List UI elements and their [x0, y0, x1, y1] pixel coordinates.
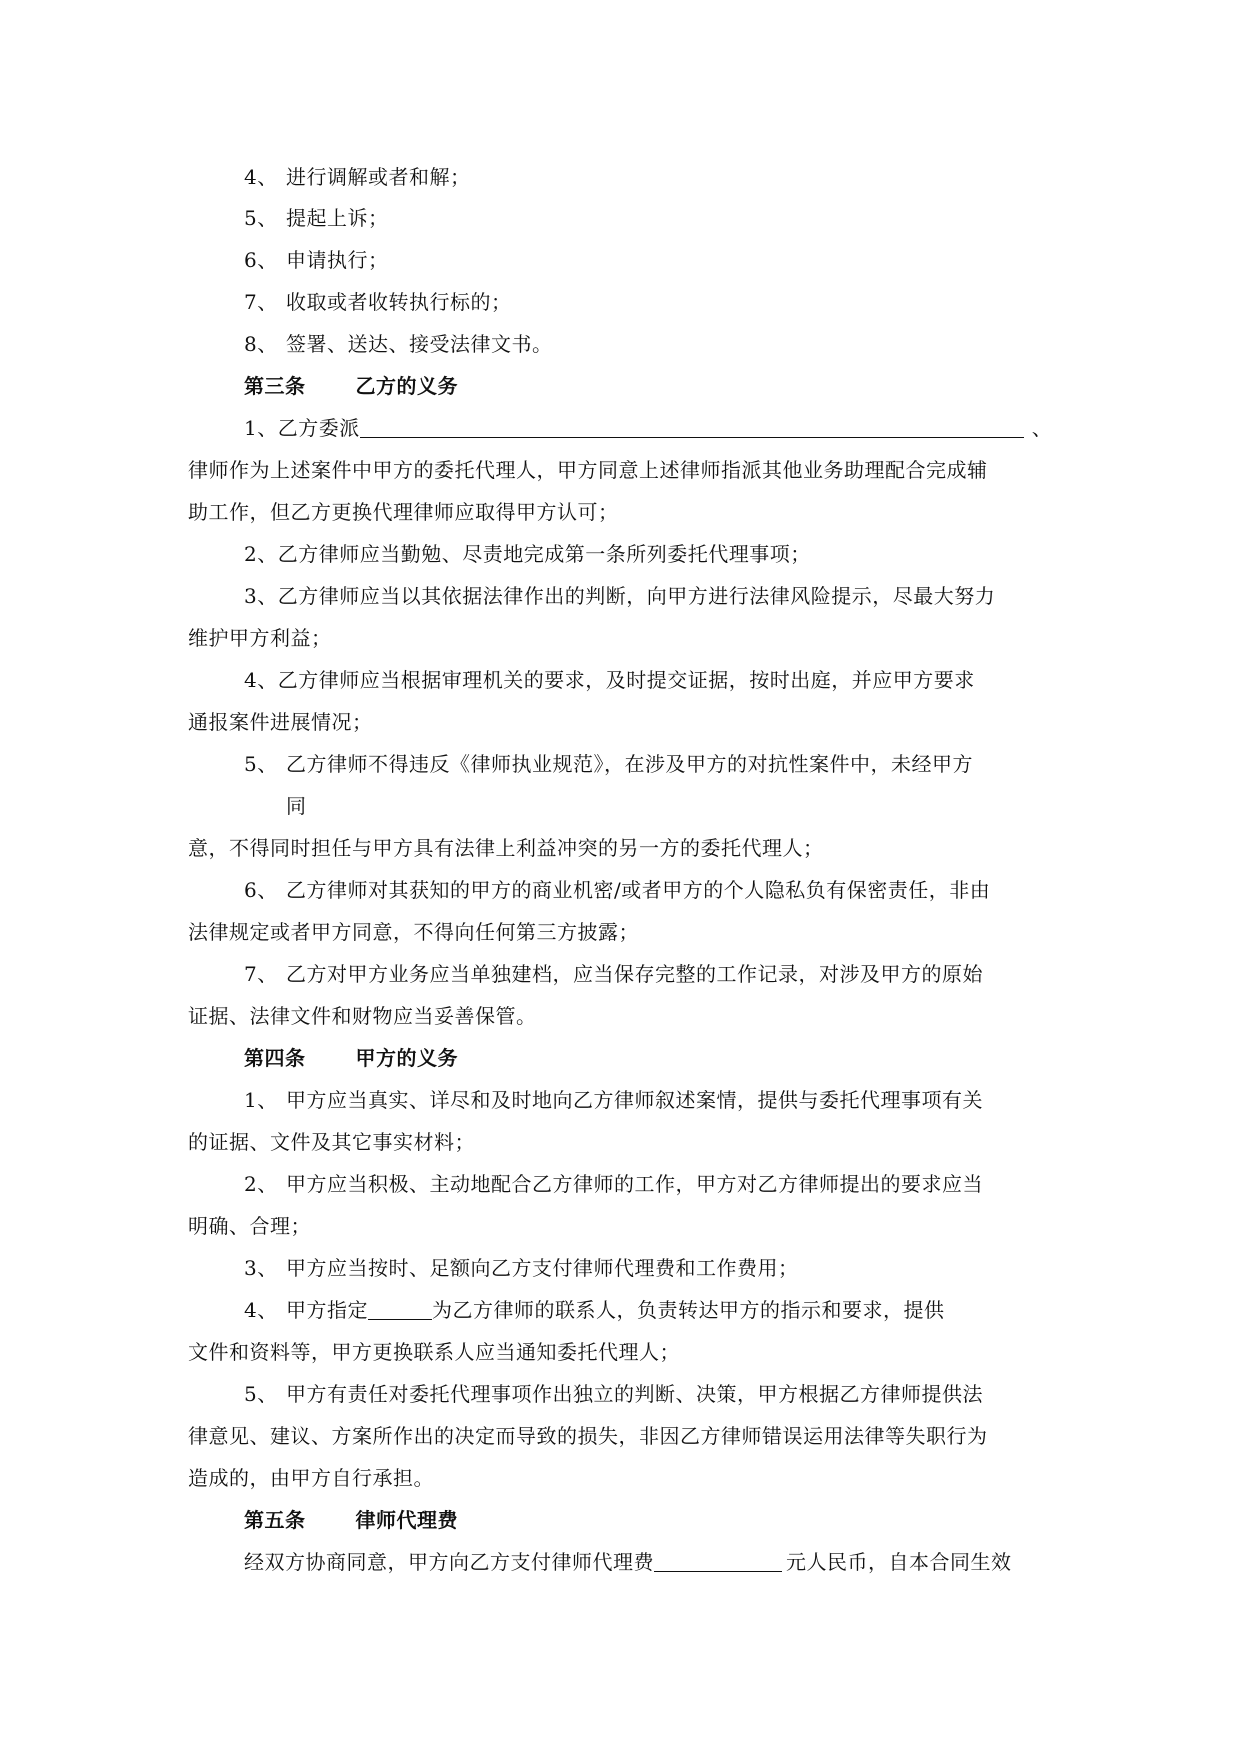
article5-heading-number: 第五条: [244, 1508, 306, 1532]
article4-item4-suffix: 为乙方律师的联系人，负责转达甲方的指示和要求，提供: [432, 1298, 945, 1322]
article4-item3: [244, 1256, 799, 1280]
article3-item3-line2: 维护甲方利益；: [188, 626, 332, 650]
list-item-number: 6、: [244, 248, 278, 272]
article3-item5-line2: 同: [286, 794, 307, 818]
list-item-number: 4、: [244, 165, 278, 189]
list-item-number: 5、: [244, 1382, 278, 1406]
article5-line1-suffix: 元人民币，自本合同生效: [786, 1550, 1012, 1574]
list-item-text: 进行调解或者和解；: [286, 165, 471, 189]
list-item: [244, 332, 553, 356]
list-item-text: 甲方有责任对委托代理事项作出独立的判断、决策，甲方根据乙方律师提供法: [286, 1382, 983, 1406]
list-item-text: 签署、送达、接受法律文书。: [286, 332, 553, 356]
article4-item4-prefix: 甲方指定: [286, 1298, 368, 1322]
article3-item1-line1: [244, 416, 1052, 440]
article4-item4-line2: 文件和资料等，甲方更换联系人应当通知委托代理人；: [188, 1340, 680, 1364]
article3-item2: 2、乙方律师应当勤勉、尽责地完成第一条所列委托代理事项；: [244, 542, 811, 566]
list-item-number: 8、: [244, 332, 278, 356]
article4-heading: [244, 1046, 458, 1070]
article3-item5-line1: [244, 752, 973, 776]
list-item-number: 4、: [244, 1298, 278, 1322]
article4-heading-number: 第四条: [244, 1046, 306, 1070]
list-item: [244, 206, 389, 230]
article3-heading: [244, 374, 458, 398]
list-item-number: 2、: [244, 1172, 278, 1196]
article4-item5-line1: [244, 1382, 983, 1406]
article4-item4-line1: [244, 1298, 945, 1322]
article4-item5-line3: 造成的，由甲方自行承担。: [188, 1466, 434, 1490]
article3-heading-title: 乙方的义务: [355, 374, 458, 398]
list-item: [244, 290, 512, 314]
list-item: [244, 165, 471, 189]
list-item-text: 乙方对甲方业务应当单独建档，应当保存完整的工作记录，对涉及甲方的原始: [286, 962, 983, 986]
list-item-number: 3、: [244, 1256, 278, 1280]
article3-item1-line3: 助工作，但乙方更换代理律师应取得甲方认可；: [188, 500, 619, 524]
lawyer-name-blank[interactable]: [360, 417, 1024, 438]
list-item-text: 甲方应当积极、主动地配合乙方律师的工作，甲方对乙方律师提出的要求应当: [286, 1172, 983, 1196]
article3-item7-line2: 证据、法律文件和财物应当妥善保管。: [188, 1004, 537, 1028]
article4-item1-line2: 的证据、文件及其它事实材料；: [188, 1130, 475, 1154]
list-item-number: 6、: [244, 878, 278, 902]
list-item: [244, 248, 389, 272]
list-item-number: 7、: [244, 962, 278, 986]
article3-item4-line1: 4、乙方律师应当根据审理机关的要求，及时提交证据，按时出庭，并应甲方要求: [244, 668, 975, 692]
list-item-text: 乙方律师不得违反《律师执业规范》，在涉及甲方的对抗性案件中，未经甲方: [286, 752, 973, 776]
article3-item7-line1: [244, 962, 983, 986]
article5-line1-prefix: 经双方协商同意，甲方向乙方支付律师代理费: [244, 1550, 654, 1574]
article4-item1-line1: [244, 1088, 983, 1112]
list-item-text: 申请执行；: [286, 248, 389, 272]
list-item-number: 5、: [244, 752, 278, 776]
article5-heading-title: 律师代理费: [355, 1508, 458, 1532]
list-item-text: 乙方律师对其获知的甲方的商业机密/或者甲方的个人隐私负有保密责任，非由: [286, 878, 991, 902]
article3-item6-line1: [244, 878, 990, 902]
list-item-text: 提起上诉；: [286, 206, 389, 230]
article3-item3-line1: 3、乙方律师应当以其依据法律作出的判断，向甲方进行法律风险提示，尽最大努力: [244, 584, 996, 608]
fee-amount-blank[interactable]: [654, 1551, 782, 1572]
list-item-number: 5、: [244, 206, 278, 230]
article4-item2-line1: [244, 1172, 983, 1196]
article3-item1-suffix: 、: [1031, 416, 1053, 440]
list-item-number: 7、: [244, 290, 278, 314]
article4-item5-line2: 律意见、建议、方案所作出的决定而导致的损失，非因乙方律师错误运用法律等失职行为: [188, 1424, 988, 1448]
article5-heading: [244, 1508, 458, 1532]
list-item-text: 甲方应当按时、足额向乙方支付律师代理费和工作费用；: [286, 1256, 799, 1280]
article4-heading-title: 甲方的义务: [355, 1046, 458, 1070]
list-item-number: 1、: [244, 1088, 278, 1112]
article3-item1-line2: 律师作为上述案件中甲方的委托代理人，甲方同意上述律师指派其他业务助理配合完成辅: [188, 458, 988, 482]
list-item-text: 甲方应当真实、详尽和及时地向乙方律师叙述案情，提供与委托代理事项有关: [286, 1088, 983, 1112]
contact-person-blank[interactable]: [368, 1299, 432, 1320]
article3-item4-line2: 通报案件进展情况；: [188, 710, 373, 734]
article3-item1-prefix: 1、乙方委派: [244, 416, 360, 440]
article3-heading-number: 第三条: [244, 374, 306, 398]
list-item-text: 收取或者收转执行标的；: [286, 290, 512, 314]
article3-item6-line2: 法律规定或者甲方同意，不得向任何第三方披露；: [188, 920, 639, 944]
article3-item5-line3: 意，不得同时担任与甲方具有法律上利益冲突的另一方的委托代理人；: [188, 836, 824, 860]
article4-item2-line2: 明确、合理；: [188, 1214, 311, 1238]
article5-line1: [244, 1550, 1012, 1574]
